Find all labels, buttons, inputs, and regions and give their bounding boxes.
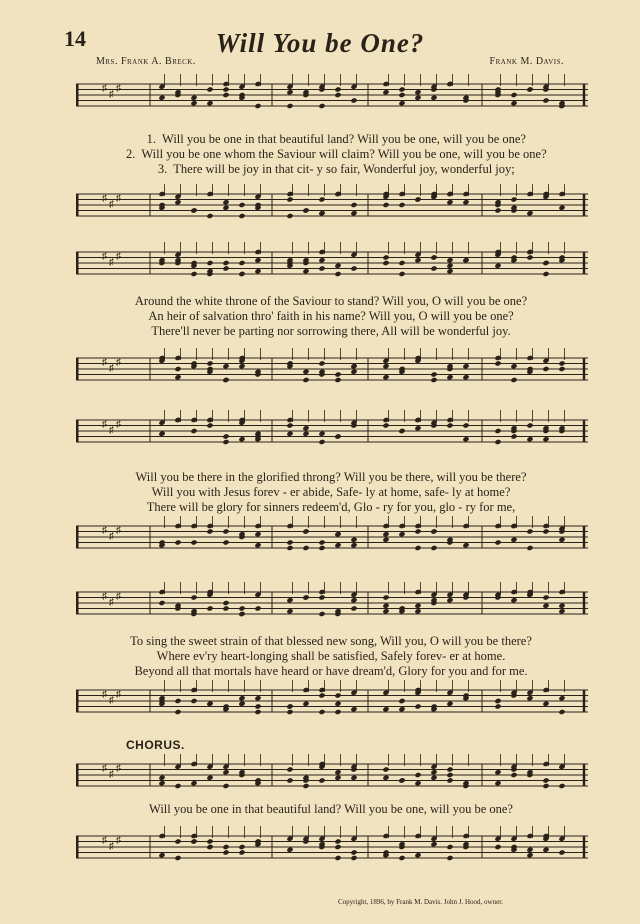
treble-staff: [72, 762, 590, 788]
bass-staff: [72, 356, 590, 382]
svg-text:♯: ♯: [102, 689, 107, 700]
bass-staff: [72, 192, 590, 218]
treble-staff: [72, 250, 590, 276]
svg-text:♯: ♯: [109, 425, 114, 436]
staff-lines: [72, 192, 590, 238]
lyric-line: 3. There will be joy in that cit- y so fair, Wonderful joy, wonderful joy;: [157, 162, 515, 176]
lyric-line: Beyond all that mortals have heard or have dream'd, Glory for you and for me.: [134, 664, 528, 678]
svg-text:♯: ♯: [102, 251, 107, 262]
lyric-line: There'll never be parting nor sorrowing there, All will be wonderful joy.: [151, 324, 511, 338]
svg-text:♯: ♯: [116, 193, 121, 204]
lyric-line: Will you be there in the glorified throng? Will you be there, will you be there?: [135, 470, 527, 484]
lyric-line: Around the white throne of the Saviour to stand? Will you, O will you be one?: [134, 294, 528, 308]
svg-text:♯: ♯: [102, 591, 107, 602]
staff-lines: [72, 688, 590, 734]
staff-lines: [72, 834, 590, 880]
svg-text:♯: ♯: [116, 251, 121, 262]
lyrics-block: [72, 132, 590, 177]
svg-text:♯: ♯: [116, 835, 121, 846]
svg-text:♯: ♯: [109, 769, 114, 780]
svg-text:♯: ♯: [116, 525, 121, 536]
svg-text:♯: ♯: [109, 695, 114, 706]
lyric-line: To sing the sweet strain of that blessed new song, Will you, O will you be there?: [130, 634, 532, 648]
treble-staff: [72, 418, 590, 444]
svg-text:♯: ♯: [109, 597, 114, 608]
staff-lines: [72, 590, 590, 636]
svg-text:♯: ♯: [109, 199, 114, 210]
lyric-line: An heir of salvation thro' faith in his name? Will you, O will you be one?: [148, 309, 514, 323]
svg-text:♯: ♯: [102, 525, 107, 536]
staff-lines: [72, 524, 590, 570]
lyrics-block: [72, 802, 590, 817]
staff-lines: [72, 250, 590, 296]
svg-text:♯: ♯: [102, 763, 107, 774]
copyright-notice: Copyright, 1896, by Frank M. Davis. John J. Hood, owner.: [338, 898, 503, 906]
lyric-line: 1. Will you be one in that beautiful land? Will you be one, will you be one?: [146, 132, 526, 146]
svg-text:♯: ♯: [116, 689, 121, 700]
svg-text:♯: ♯: [102, 83, 107, 94]
svg-text:♯: ♯: [102, 835, 107, 846]
lyrics-block: [72, 634, 590, 679]
svg-text:♯: ♯: [116, 419, 121, 430]
lyric-line: Will you be one in that beautiful land? Will you be one, will you be one?: [149, 802, 513, 816]
lyric-line: There will be glory for sinners redeem'd, Glo - ry for you, glo - ry for me,: [146, 500, 516, 514]
staff-lines: [72, 82, 590, 128]
lyric-line: 2. Will you be one whom the Saviour will claim? Will you be one, will you be one?: [125, 147, 547, 161]
page-number: 14: [64, 26, 86, 51]
svg-text:♯: ♯: [109, 89, 114, 100]
bass-staff: [72, 834, 590, 860]
lyric-line: Will you with Jesus forev - er abide, Safe- ly at home, safe- ly at home?: [151, 485, 511, 499]
svg-text:♯: ♯: [116, 591, 121, 602]
lyric-line: Where ev'ry heart-longing shall be satisfied, Safely forev- er at home.: [156, 649, 506, 663]
svg-text:♯: ♯: [109, 363, 114, 374]
svg-text:♯: ♯: [116, 357, 121, 368]
chorus-label: CHORUS.: [126, 738, 185, 752]
treble-staff: [72, 82, 590, 108]
bass-staff: [72, 688, 590, 714]
lyrics-block: [72, 294, 590, 339]
treble-staff: [72, 590, 590, 616]
svg-text:♯: ♯: [109, 531, 114, 542]
hymn-title: Will You be One?: [215, 28, 425, 58]
lyrics-block: [72, 470, 590, 515]
staff-lines: [72, 356, 590, 402]
lyricist-credit: Mrs. Frank A. Breck.: [96, 56, 196, 67]
svg-text:♯: ♯: [116, 83, 121, 94]
staff-lines: [72, 418, 590, 464]
svg-text:♯: ♯: [116, 763, 121, 774]
svg-text:♯: ♯: [102, 357, 107, 368]
composer-credit: Frank M. Davis.: [489, 56, 564, 67]
bass-staff: [72, 524, 590, 550]
svg-text:♯: ♯: [109, 841, 114, 852]
svg-text:♯: ♯: [102, 193, 107, 204]
svg-text:♯: ♯: [109, 257, 114, 268]
svg-text:♯: ♯: [102, 419, 107, 430]
